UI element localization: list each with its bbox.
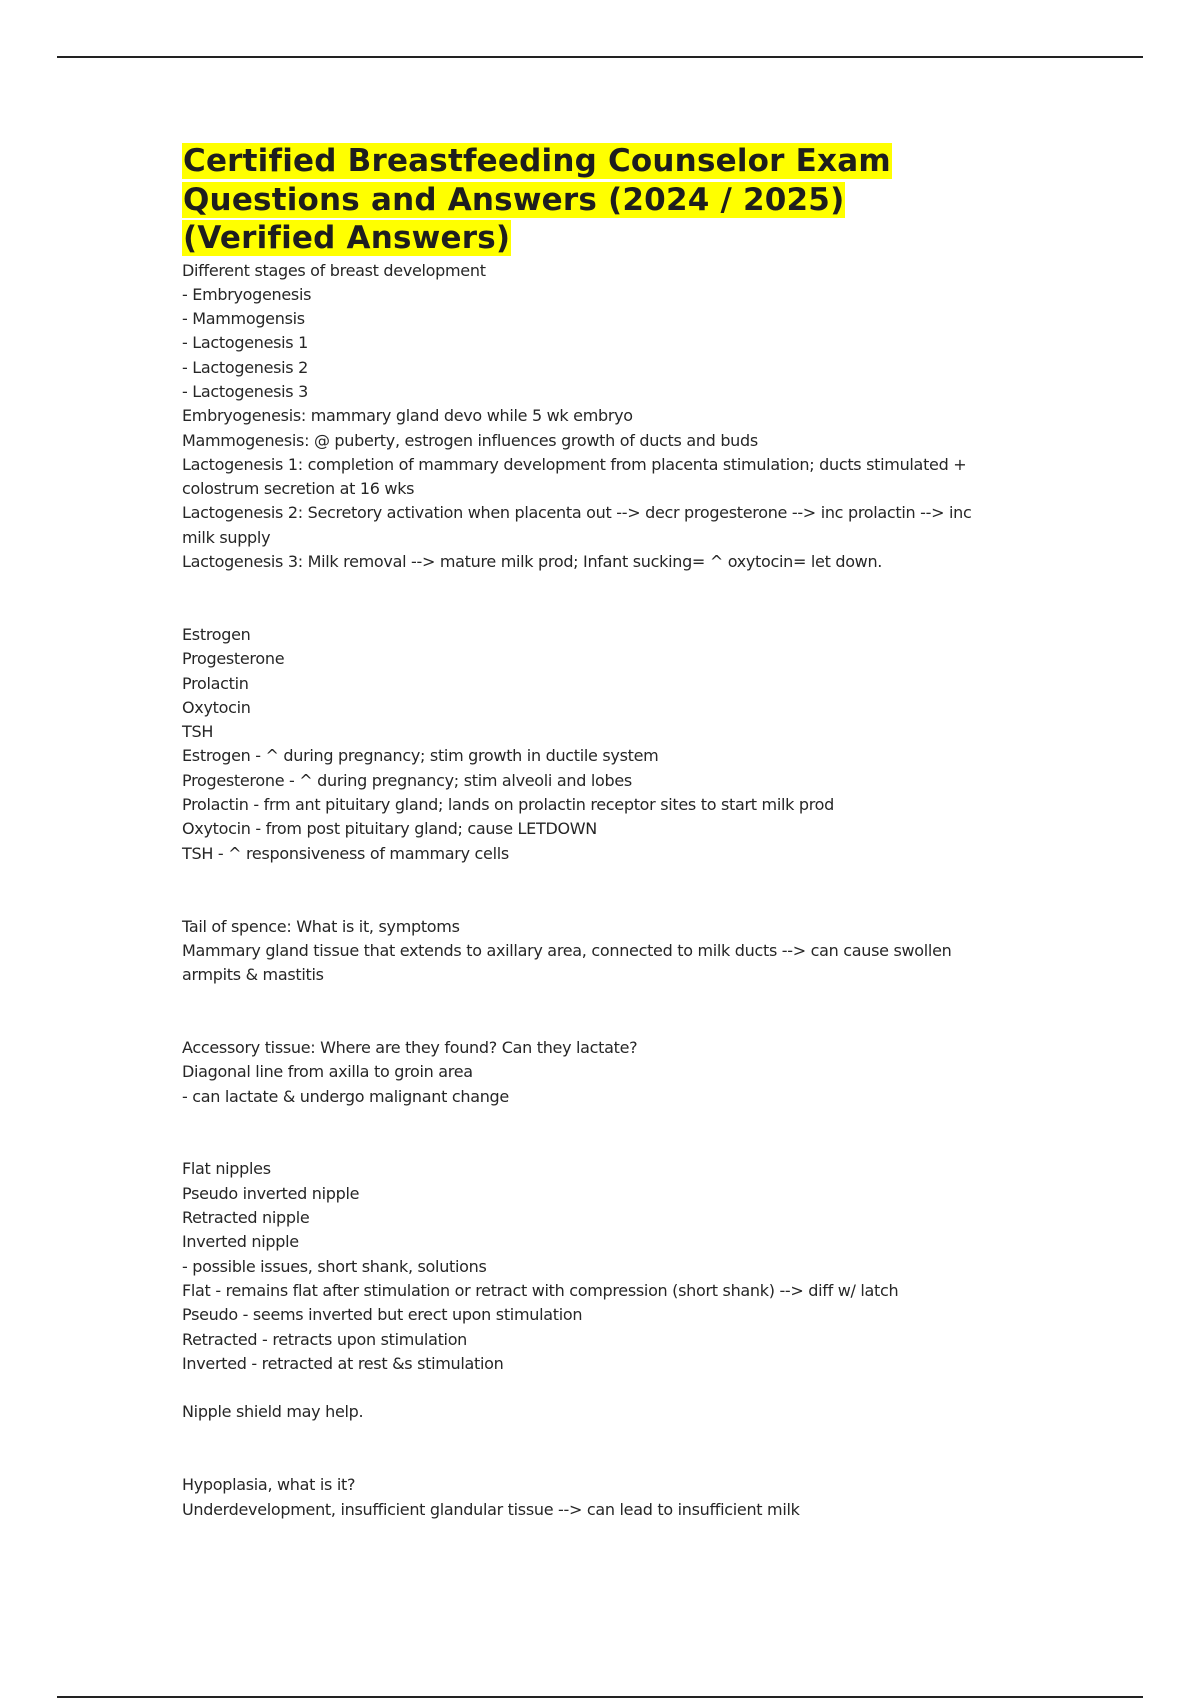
- text-line: Lactogenesis 2: Secretory activation when placenta out --> decr progesterone --> inc prolactin --> inc: [182, 503, 972, 523]
- section-nipples: [182, 1157, 1022, 1424]
- text-line: Pseudo inverted nipple: [182, 1183, 360, 1203]
- text-line: - Mammogensis: [182, 309, 305, 329]
- section-spacer: [182, 574, 1022, 623]
- text-line: Underdevelopment, insufficient glandular tissue --> can lead to insufficient milk: [182, 1499, 800, 1519]
- text-line: - Embryogenesis: [182, 284, 312, 304]
- section-tail-of-spence: [182, 915, 1022, 988]
- text-line: Flat nipples: [182, 1159, 271, 1179]
- text-line: - Lactogenesis 1: [182, 333, 309, 353]
- text-line: Retracted nipple: [182, 1208, 310, 1228]
- section-spacer: [182, 1425, 1022, 1474]
- text-line: Mammary gland tissue that extends to axillary area, connected to milk ducts --> can cause swollen: [182, 940, 952, 960]
- text-line: Progesterone - ^ during pregnancy; stim alveoli and lobes: [182, 770, 632, 790]
- section-spacer: [182, 866, 1022, 915]
- text-line: Retracted - retracts upon stimulation: [182, 1329, 468, 1349]
- text-line: Oxytocin - from post pituitary gland; cause LETDOWN: [182, 819, 597, 839]
- text-line: Flat - remains flat after stimulation or retract with compression (short shank) --> diff w/ latch: [182, 1280, 899, 1300]
- text-line: milk supply: [182, 527, 271, 547]
- text-line: Inverted - retracted at rest &s stimulation: [182, 1353, 504, 1373]
- text-line: Oxytocin: [182, 697, 251, 717]
- text-line: Prolactin: [182, 673, 249, 693]
- section-accessory-tissue: [182, 1036, 1022, 1109]
- text-line: - Lactogenesis 3: [182, 381, 309, 401]
- text-line: Estrogen - ^ during pregnancy; stim growth in ductile system: [182, 746, 659, 766]
- text-line: Nipple shield may help.: [182, 1402, 364, 1422]
- header-rule: [57, 56, 1143, 58]
- section-hypoplasia: [182, 1473, 1022, 1522]
- section-breast-development: [182, 259, 1022, 575]
- title-line: Questions and Answers (2024 / 2025): [183, 181, 845, 218]
- title-line: (Verified Answers): [183, 220, 511, 256]
- text-line: Tail of spence: What is it, symptoms: [182, 916, 460, 936]
- text-line: Prolactin - frm ant pituitary gland; lands on prolactin receptor sites to start milk prod: [182, 795, 835, 815]
- text-line: Embryogenesis: mammary gland devo while 5 wk embryo: [182, 406, 633, 426]
- text-line: TSH - ^ responsiveness of mammary cells: [182, 843, 509, 863]
- text-line: - possible issues, short shank, solutions: [182, 1256, 487, 1276]
- text-line: Pseudo - seems inverted but erect upon stimulation: [182, 1305, 583, 1325]
- text-line: Accessory tissue: Where are they found? Can they lactate?: [182, 1038, 638, 1057]
- text-line: colostrum secretion at 16 wks: [182, 479, 415, 499]
- text-line: - Lactogenesis 2: [182, 357, 309, 377]
- text-line: - can lactate & undergo malignant change: [182, 1086, 509, 1106]
- text-line: Diagonal line from axilla to groin area: [182, 1062, 473, 1082]
- text-line: Estrogen: [182, 624, 251, 644]
- text-line: Mammogenesis: @ puberty, estrogen influences growth of ducts and buds: [182, 430, 758, 450]
- document-body: [182, 259, 1022, 1522]
- document-page: [182, 142, 1022, 1522]
- text-line: armpits & mastitis: [182, 965, 324, 985]
- text-line: Hypoplasia, what is it?: [182, 1475, 356, 1495]
- text-line: Different stages of breast development: [182, 260, 486, 280]
- text-line: Lactogenesis 3: Milk removal --> mature milk prod; Infant sucking= ^ oxytocin= let down.: [182, 552, 883, 572]
- section-hormones: [182, 623, 1022, 866]
- text-line: Progesterone: [182, 649, 285, 669]
- text-line: Lactogenesis 1: completion of mammary development from placenta stimulation; ducts stimulated +: [182, 454, 967, 474]
- section-spacer: [182, 1109, 1022, 1158]
- paragraph-spacer: [182, 1376, 1022, 1400]
- text-line: Inverted nipple: [182, 1232, 299, 1252]
- section-spacer: [182, 987, 1022, 1036]
- document-title: [182, 142, 1022, 258]
- title-line: Certified Breastfeeding Counselor Exam: [183, 143, 891, 179]
- footer-rule: [57, 1696, 1143, 1698]
- text-line: TSH: [182, 722, 214, 742]
